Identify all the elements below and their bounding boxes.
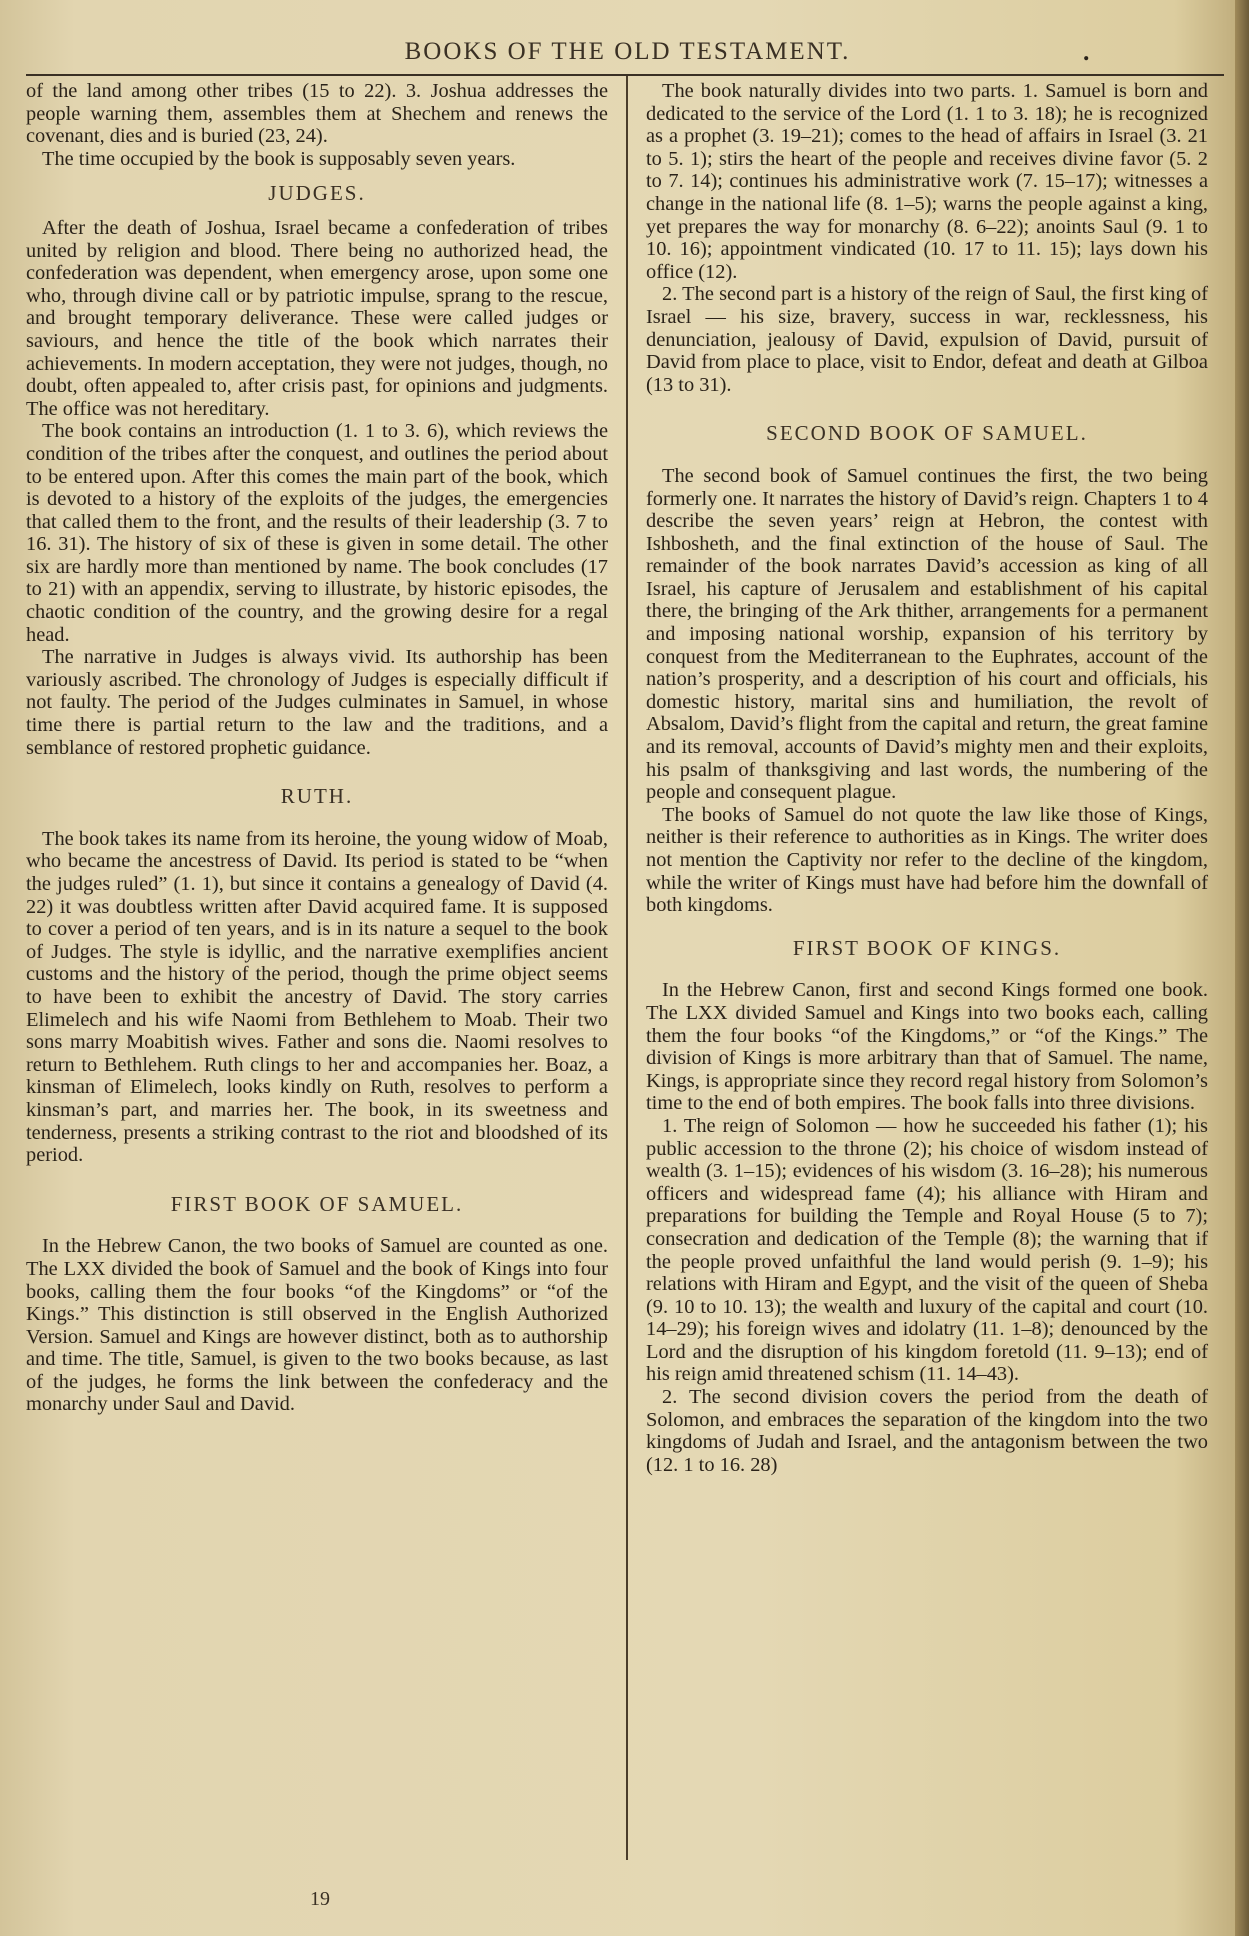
paragraph: The narrative in Judges is always vivid. Its authorship has been variously ascribed. The chronology of Judges is especially difficult if not faulty. The period of the Judges culminates in Samuel, in whose time there is partial return to the law and the traditions, and a semblance of restored prophetic guidance. <box>26 646 608 759</box>
left-column <box>26 80 608 1416</box>
paragraph: The book takes its name from its heroine, the young widow of Moab, who became the ancestress of David. Its period is stated to be “when the judges ruled” (1. 1), but since it contains a genealogy of David (4. 22) it was doubtless written after David acquired fame. It is supposed to cover a period of ten years, and is in its nature a sequel to the book of Judges. The style is idyllic, and the narrative exemplifies ancient customs and the history of the period, though the prime object seems to have been to exhibit the ancestry of David. The story carries Elimelech and his wife Naomi from Bethlehem to Moab. Their two sons marry Moabitish wives. Father and sons die. Naomi resolves to return to Bethlehem. Ruth clings to her and accompanies her. Boaz, a kinsman of Elimelech, looks kindly on Ruth, resolves to perform a kinsman’s part, and marries her. The book, in its sweetness and tenderness, presents a striking contrast to the riot and bloodshed of its period. <box>26 827 608 1167</box>
section-heading-first-samuel: FIRST BOOK OF SAMUEL. <box>170 1191 464 1216</box>
page-title: BOOKS OF THE OLD TESTAMENT. <box>404 38 851 65</box>
paragraph: 2. The second part is a history of the reign of Saul, the first king of Israel — his size, bravery, success in war, recklessness, his denunciation, jealousy of David, expulsion of David, pursuit of David from place to place, visit to Endor, defeat and death at Gilboa (13 to 31). <box>646 283 1208 396</box>
running-header <box>30 38 1225 70</box>
paragraph: of the land among other tribes (15 to 22). 3. Joshua addresses the people warning them, assembles them at Shechem and renews the covenant, dies and is buried (23, 24). <box>26 80 608 148</box>
section-heading-second-samuel: SECOND BOOK OF SAMUEL. <box>766 421 1088 446</box>
section-heading-judges: JUDGES. <box>268 181 366 206</box>
right-column <box>646 80 1208 1476</box>
page-edge <box>1235 0 1249 1936</box>
paragraph: 1. The reign of Solomon — how he succeeded his father (1); his public accession to the throne (2); his choice of wisdom instead of wealth (3. 1–15); evidences of his wisdom (3. 16–28); his numerous officers and widespread fame (4); his alliance with Hiram and preparations for building the Temple and Royal House (5 to 7); consecration and dedication of the Temple (8); the warning that if the people proved unfaithful the land would perish (9. 1–9); his relations with Hiram and Egypt, and the visit of the queen of Sheba (9. 10 to 10. 13); the wealth and luxury of the capital and court (10. 14–29); his foreign wives and idolatry (11. 1–8); denounced by the Lord and the disruption of his kingdom foretold (11. 9–13); end of his reign amid threatened schism (11. 14–43). <box>646 1114 1208 1386</box>
paragraph: The book naturally divides into two parts. 1. Samuel is born and dedicated to the service of the Lord (1. 1 to 3. 18); he is recognized as a prophet (3. 19–21); comes to the head of affairs in Israel (3. 21 to 5. 1); stirs the heart of the people and receives divine favor (5. 2 to 7. 14); continues his administrative work (7. 15–17); witnesses a change in the national life (8. 1–5); warns the people against a king, yet prepares the way for monarchy (8. 6–22); anoints Saul (9. 1 to 10. 16); appointment vindicated (10. 17 to 11. 15); lays down his office (12). <box>646 80 1208 283</box>
section-heading-ruth: RUTH. <box>280 784 354 809</box>
header-mark: . <box>1082 40 1090 66</box>
paragraph: The time occupied by the book is supposably seven years. <box>42 147 516 170</box>
page-number: 19 <box>310 1888 330 1910</box>
paragraph: The book contains an introduction (1. 1 to 3. 6), which reviews the condition of the tribes after the conquest, and outlines the period about to be entered upon. After this comes the main part of the book, which is devoted to a history of the exploits of the judges, the emergencies that called them to the front, and the results of their leadership (3. 7 to 16. 31). The history of six of these is given in some detail. The other six are hardly more than mentioned by name. The book concludes (17 to 21) with an appendix, serving to illustrate, by historic episodes, the chaotic condition of the country, and the growing desire for a regal head. <box>26 420 608 646</box>
header-rule <box>26 74 1224 76</box>
paragraph: 2. The second division covers the period from the death of Solomon, and embraces the separation of the kingdom into the two kingdoms of Judah and Israel, and the antagonism between the two (12. 1 to 16. 28) <box>646 1386 1208 1476</box>
section-heading-first-kings: FIRST BOOK OF KINGS. <box>792 935 1062 960</box>
paragraph: The second book of Samuel continues the first, the two being formerly one. It narrates the history of David’s reign. Chapters 1 to 4 describe the seven years’ reign at Hebron, the contest with Ishbosheth, and the final extinction of the house of Saul. The remainder of the book narrates David’s accession as king of all Israel, his capture of Jerusalem and establishment of his capital there, the bringing of the Ark thither, arrangements for a permanent and imposing national worship, expansion of his territory by conquest from the Mediterranean to the Euphrates, account of the nation’s prosperity, and a description of his court and officials, his domestic history, marital sins and humiliation, the revolt of Absalom, David’s flight from the capital and return, the great famine and its removal, accounts of David’s mighty men and their exploits, his psalm of thanksgiving and last words, the numbering of the people and consequent plague. <box>646 464 1208 804</box>
paragraph: After the death of Joshua, Israel became a confederation of tribes united by religion and blood. There being no authorized head, the confederation was dependent, when emergency arose, upon some one who, through divine call or by patriotic impulse, sprang to the rescue, and brought temporary deliverance. These were called judges or saviours, and hence the title of the book which narrates their achievements. In modern acceptation, they were not judges, though, no doubt, often appealed to, after crisis past, for opinions and judgments. The office was not hereditary. <box>26 216 608 420</box>
paragraph: In the Hebrew Canon, the two books of Samuel are counted as one. The LXX divided the book of Samuel and the book of Kings into four books, calling them the four books “of the Kingdoms” or “of the Kings.” This distinction is still observed in the English Authorized Version. Samuel and Kings are however distinct, both as to authorship and time. The title, Samuel, is given to the two books because, as last of the judges, he forms the link between the confederacy and the monarchy under Saul and David. <box>26 1235 608 1416</box>
paragraph: The books of Samuel do not quote the law like those of Kings, neither is their reference to authorities as in Kings. The writer does not mention the Captivity nor refer to the decline of the kingdom, while the writer of Kings must have had before him the downfall of both kingdoms. <box>646 803 1208 917</box>
column-divider <box>626 76 628 1860</box>
paragraph: In the Hebrew Canon, first and second Kings formed one book. The LXX divided Samuel and Kings into two books each, calling them the four books “of the Kingdoms,” or “of the Kings.” The division of Kings is more arbitrary than that of Samuel. The name, Kings, is appropriate since they record regal history from Solomon’s time to the end of both empires. The book falls into three divisions. <box>646 979 1208 1115</box>
